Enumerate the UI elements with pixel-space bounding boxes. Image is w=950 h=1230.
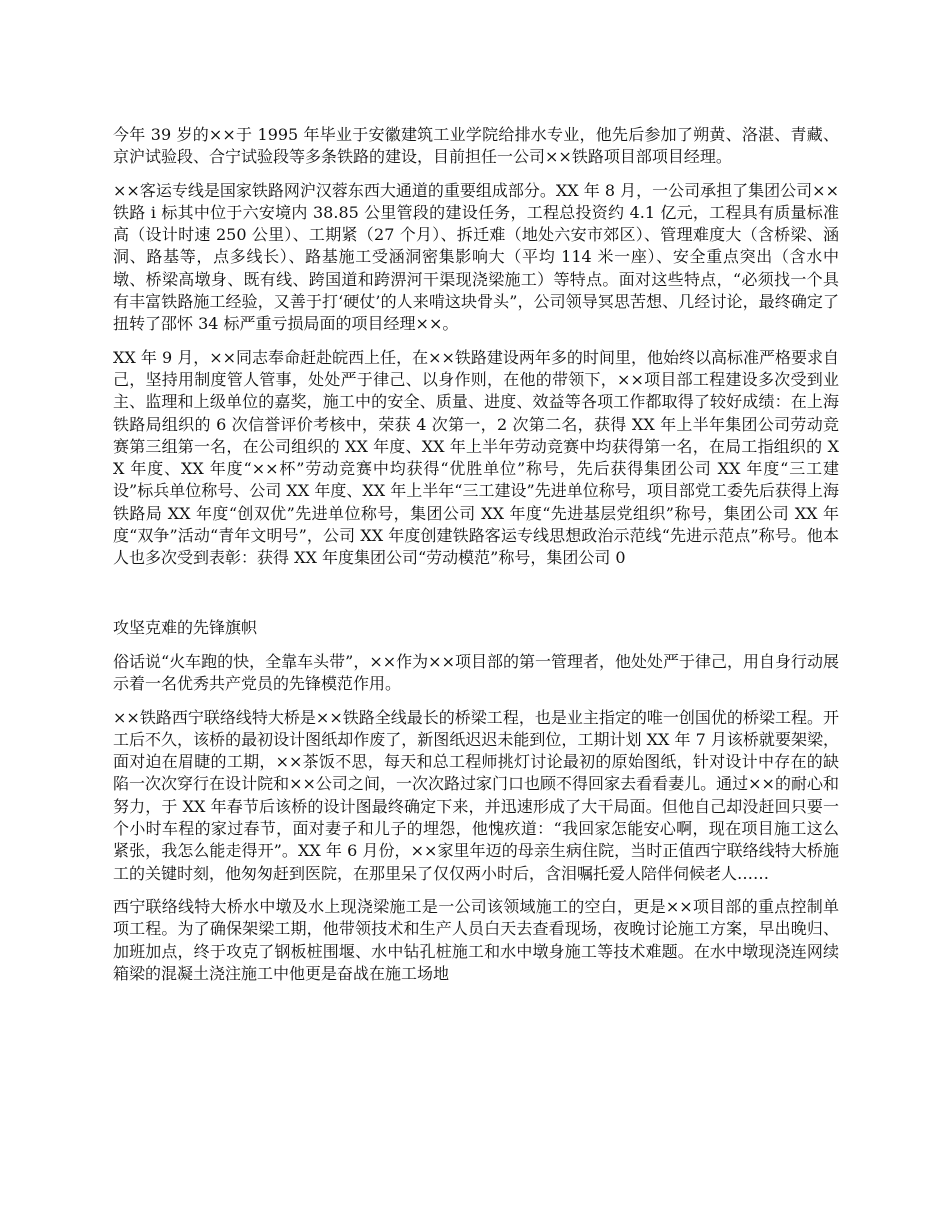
paragraph-achievements: XX 年 9 月，××同志奉命赶赴皖西上任，在××铁路建设两年多的时间里，他始终以高标准严格要求自己，坚持用制度管人管事，处处严于律己、以身作则，在他的带领下，××项目部工程建设多次受到业主、监理和上级单位的嘉奖，施工中的安全、质量、进度、效益等各项工作都取得了较好成绩：在上海铁路局组织的 6 次信誉评价考核中，荣获 4 次第一，2 次第二名，获得 XX 年上半年集团公司劳动竞赛第三组第一名，在公司组织的 XX 年度、XX 年上半年劳动竞赛中均获得第一名，在局工指组织的 XX 年度、XX 年度“××杯”劳动竞赛中均获得“优胜单位”称号，先后获得集团公司 XX 年度“三工建设”标兵单位称号、公司 XX 年度、XX 年上半年“三工建设”先进单位称号，项目部党工委先后获得上海铁路局 XX 年度“创双优”先进单位称号，集团公司 XX 年度“先进基层党组织”称号，集团公司 XX 年度“双争”活动“青年文明号”，公司 XX 年度创建铁路客运专线思想政治示范线“先进示范点”称号。他本人也多次受到表彰：获得 XX 年度集团公司“劳动模范”称号，集团公司 0 — [113, 347, 839, 568]
document-body — [113, 124, 839, 996]
paragraph-leadership: 俗话说“火车跑的快，全靠车头带”，××作为××项目部的第一管理者，他处处严于律己，用自身行动展示着一名优秀共产党员的先锋模范作用。 — [113, 651, 839, 694]
section-title: 攻坚克难的先锋旗帜 — [113, 617, 258, 637]
paragraph-project-background: ××客运专线是国家铁路网沪汉蓉东西大通道的重要组成部分。XX 年 8 月，一公司承担了集团公司××铁路 i 标其中位于六安境内 38.85 公里管段的建设任务，工程总投资约 4.1 亿元，工程具有质量标准高（设计时速 250 公里）、工期紧（27 个月）、拆迁难（地处六安市郊区）、管理难度大（含桥梁、涵洞、路基等，点多线长）、路基施工受涵洞密集影响大（平均 114 米一座）、安全重点突出（含水中墩、桥梁高墩身、既有线、跨国道和跨淠河干渠现浇梁施工）等特点。面对这些特点，“必须找一个具有丰富铁路施工经验，又善于打‘硬仗’的人来啃这块骨头”，公司领导冥思苦想、几经讨论，最终确定了扭转了邵怀 34 标严重亏损局面的项目经理××。 — [113, 180, 839, 334]
paragraph-bridge-construction: 西宁联络线特大桥水中墩及水上现浇梁施工是一公司该领域施工的空白，更是××项目部的重点控制单项工程。为了确保架梁工期，他带领技术和生产人员白天去查看现场，夜晚讨论施工方案，早出晚归、加班加点，终于攻克了钢板桩围堰、水中钻孔桩施工和水中墩身施工等技术难题。在水中墩现浇连网续箱梁的混凝土浇注施工中他更是奋战在施工场地 — [113, 896, 839, 983]
paragraph-intro: 今年 39 岁的××于 1995 年毕业于安徽建筑工业学院给排水专业，他先后参加了朔黄、洛湛、青藏、京沪试验段、合宁试验段等多条铁路的建设，目前担任一公司××铁路项目部项目经理。 — [113, 125, 839, 167]
paragraph-bridge-story: ××铁路西宁联络线特大桥是××铁路全线最长的桥梁工程，也是业主指定的唯一创国优的桥梁工程。开工后不久，该桥的最初设计图纸却作废了，新图纸迟迟未能到位，工期计划 XX 年 7 月该桥就要架梁，面对迫在眉睫的工期，××茶饭不思，每天和总工程师挑灯讨论最初的原始图纸，针对设计中存在的缺陷一次次穿行在设计院和××公司之间，一次次路过家门口也顾不得回家去看看妻儿。通过××的耐心和努力，于 XX 年春节后该桥的设计图最终确定下来，并迅速形成了大干局面。但他自己却没赶回只要一个小时车程的家过春节，面对妻子和儿子的埋怨，他愧疚道：“我回家怎能安心啊，现在项目施工这么紧张，我怎么能走得开”。XX 年 6 月份，××家里年迈的母亲生病住院，当时正值西宁联络线特大桥施工的关键时刻，他匆匆赶到医院，在那里呆了仅仅两小时后，含泪嘱托爱人陪伴伺候老人…… — [113, 707, 839, 883]
section-spacer — [113, 581, 839, 617]
